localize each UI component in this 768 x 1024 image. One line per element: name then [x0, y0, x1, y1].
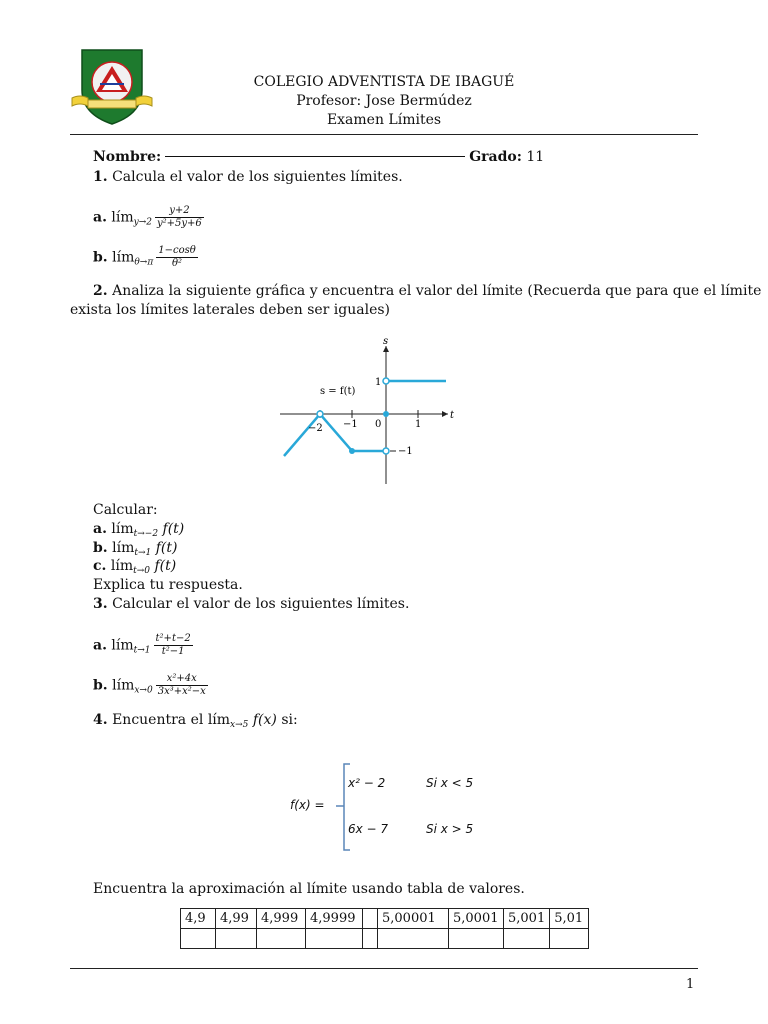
table-input-cell[interactable] — [181, 929, 216, 949]
function-label: s = f(t) — [320, 386, 356, 397]
tick-label-0: 0 — [375, 419, 382, 430]
table-input-cell[interactable] — [363, 929, 378, 949]
table-cell — [363, 909, 378, 929]
table-cell: 4,9 — [181, 909, 216, 929]
table-input-cell[interactable] — [306, 929, 363, 949]
table-cell: 5,01 — [550, 909, 589, 929]
tick-label-minus2: −2 — [308, 423, 323, 434]
table-input-cell[interactable] — [550, 929, 589, 949]
footer-rule — [70, 968, 698, 969]
question-2-line1: 2. Analiza la siguiente gráfica y encuentra el valor del límite (Recuerda que para que el límite — [93, 283, 762, 299]
table-cell: 4,999 — [257, 909, 306, 929]
table-intro: Encuentra la aproximación al límite usando tabla de valores. — [93, 881, 525, 897]
table-cell: 4,9999 — [306, 909, 363, 929]
tick-label-minus1: −1 — [343, 419, 358, 430]
piece-1-expression: x² − 2 — [348, 776, 386, 790]
q3-item-a: a. lím$_{t\to 1}$ $\frac{\text{t²+t−2}}{\text{t²−1}}$ — [93, 633, 191, 657]
table-cell: 4,99 — [216, 909, 257, 929]
explain-text: Explica tu respuesta. — [93, 577, 243, 593]
open-point-1 — [383, 378, 389, 384]
q2-item-a: a. lím$_{t\to-2}$ f(t) — [93, 521, 185, 539]
exam-title: Examen Límites — [326, 112, 442, 128]
header-rule — [70, 134, 698, 135]
values-table — [180, 908, 589, 949]
piece-2-condition: Si x > 5 — [426, 822, 474, 836]
q1-item-a: a. lím$_{y\to 2}$ $\frac{y+2}{\text{y²+5y+6}}$ — [93, 205, 202, 229]
question-3: 3. Calcular el valor de los siguientes límites. — [93, 596, 410, 612]
table-cell: 5,001 — [504, 909, 550, 929]
question-4: 4. Encuentra el lím$_{x\to 5}$ f(x) si: — [93, 712, 298, 730]
school-name: COLEGIO ADVENTISTA DE IBAGUÉ — [253, 74, 515, 90]
graph-line-left — [284, 414, 386, 456]
function-graph — [250, 332, 460, 490]
q2-item-c: c. lím$_{t\to 0}$ f(t) — [93, 558, 177, 576]
piecewise-brace — [330, 760, 360, 854]
student-line — [93, 149, 544, 165]
closed-point-minus1 — [349, 448, 355, 454]
axis-label-t: t — [450, 410, 455, 421]
piece-2-expression: 6x − 7 — [348, 822, 389, 836]
question-2-line2: exista los límites laterales deben ser iguales) — [70, 302, 391, 318]
tick-label-1: 1 — [415, 419, 422, 430]
table-cell: 5,0001 — [449, 909, 504, 929]
closed-point-origin — [383, 411, 389, 417]
table-row-fx — [181, 929, 589, 949]
piecewise-lhs: f(x) = — [290, 798, 325, 812]
table-input-cell[interactable] — [216, 929, 257, 949]
name-label: Nombre: — [93, 149, 162, 165]
q1-item-b: b. lím$_{\theta\to\pi}$ $\frac{1-\cos\theta}{\text{θ²}}$ — [93, 245, 196, 269]
table-input-cell[interactable] — [449, 929, 504, 949]
open-point-minus2 — [317, 411, 323, 417]
grade-value: 11 — [526, 149, 545, 165]
piece-1-condition: Si x < 5 — [426, 776, 474, 790]
table-input-cell[interactable] — [257, 929, 306, 949]
question-1: 1. Calcula el valor de los siguientes límites. — [93, 169, 403, 185]
open-point-minus1 — [383, 448, 389, 454]
q2-item-b: b. lím$_{t\to 1}$ f(t) — [93, 540, 178, 558]
calc-label: Calcular: — [93, 502, 158, 518]
table-input-cell[interactable] — [504, 929, 550, 949]
teacher-name: Profesor: Jose Bermúdez — [296, 93, 472, 109]
page-number: 1 — [686, 977, 695, 992]
q3-item-b: b. lím$_{x\to 0}$ $\frac{\text{x²+4x}}{\text{3x³+x²−x}}$ — [93, 673, 206, 697]
name-field[interactable] — [165, 156, 465, 157]
table-cell: 5,00001 — [378, 909, 449, 929]
grade-label: Grado: — [469, 149, 522, 165]
value-label-minus1: −1 — [398, 446, 413, 457]
axis-label-s: s — [383, 336, 389, 347]
table-row-x — [181, 909, 589, 929]
value-label-1: 1 — [375, 377, 382, 388]
table-input-cell[interactable] — [378, 929, 449, 949]
